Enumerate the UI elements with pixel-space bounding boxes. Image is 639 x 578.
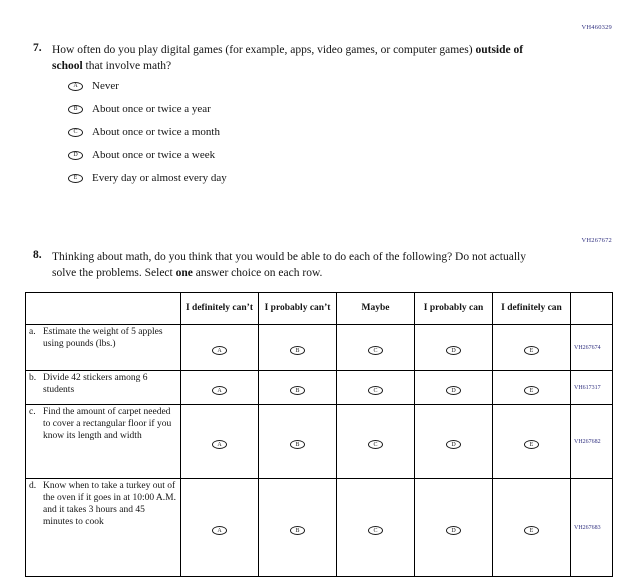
q7-option-year: [68, 103, 211, 115]
option-label: Every day or almost every day: [92, 172, 227, 184]
row-item-code: VH267683: [571, 479, 613, 577]
table-header-row: [26, 293, 613, 325]
answer-cell: [181, 371, 259, 405]
answer-cell: [493, 405, 571, 479]
answer-cell: [415, 371, 493, 405]
header-definitely-can: I definitely can: [493, 293, 571, 325]
row-letter: b.: [29, 373, 37, 383]
answer-bubble-icon[interactable]: E: [524, 526, 539, 535]
answer-cell: [415, 325, 493, 371]
q8-text-bold: one: [175, 267, 193, 280]
q7-option-month: [68, 126, 220, 138]
answer-bubble-icon[interactable]: D: [446, 346, 461, 355]
row-label: Find the amount of carpet needed to cover a rectangular floor if you know its length and width: [43, 407, 172, 441]
header-probably-can: I probably can: [415, 293, 493, 325]
row-letter: c.: [29, 407, 36, 417]
answer-bubble-icon[interactable]: E: [68, 174, 83, 183]
answer-bubble-icon[interactable]: C: [368, 386, 383, 395]
answer-cell: [181, 479, 259, 577]
row-label-cell: [26, 371, 181, 405]
answer-bubble-icon[interactable]: D: [446, 526, 461, 535]
answer-bubble-icon[interactable]: E: [524, 386, 539, 395]
answer-cell: [337, 479, 415, 577]
row-label-cell: [26, 479, 181, 577]
answer-bubble-icon[interactable]: A: [212, 346, 227, 355]
q7-text-part1: How often do you play digital games (for example, apps, video games, or computer games): [52, 44, 476, 56]
answer-bubble-icon[interactable]: B: [290, 526, 305, 535]
row-label: Divide 42 stickers among 6 students: [43, 373, 148, 395]
answer-bubble-icon[interactable]: A: [212, 526, 227, 535]
table-row-d: [26, 479, 613, 577]
answer-cell: [493, 325, 571, 371]
row-item-code: VH267682: [571, 405, 613, 479]
row-item-code: VH617317: [571, 371, 613, 405]
table-row-b: [26, 371, 613, 405]
row-item-code: VH267674: [571, 325, 613, 371]
q8-answer-table: [25, 292, 613, 577]
q8-text-part2: answer choice on each row.: [192, 267, 323, 280]
answer-bubble-icon[interactable]: C: [68, 128, 83, 137]
answer-bubble-icon[interactable]: D: [68, 151, 83, 160]
answer-cell: [415, 405, 493, 479]
answer-cell: [337, 405, 415, 479]
q7-text-bold: outside of school: [52, 44, 524, 73]
answer-bubble-icon[interactable]: B: [290, 386, 305, 395]
row-label: Know when to take a turkey out of the oven if it goes in at 10:00 A.M. and it takes 3 hours and 45 minutes to cook: [43, 481, 176, 527]
q7-option-week: [68, 149, 215, 161]
header-definitely-cant: I definitely can’t: [181, 293, 259, 325]
answer-bubble-icon[interactable]: B: [290, 440, 305, 449]
answer-cell: [415, 479, 493, 577]
table-row-a: [26, 325, 613, 371]
option-label: Never: [92, 80, 119, 92]
header-maybe: Maybe: [337, 293, 415, 325]
answer-bubble-icon[interactable]: E: [524, 440, 539, 449]
question-7-number: 7.: [33, 42, 42, 54]
question-8-text: [52, 249, 544, 281]
row-letter: a.: [29, 327, 36, 337]
answer-bubble-icon[interactable]: A: [212, 386, 227, 395]
answer-cell: [181, 405, 259, 479]
answer-cell: [259, 371, 337, 405]
answer-bubble-icon[interactable]: B: [68, 105, 83, 114]
answer-cell: [493, 371, 571, 405]
q7-text-part2: that involve math?: [82, 60, 172, 73]
answer-bubble-icon[interactable]: D: [446, 386, 461, 395]
header-code-empty: [571, 293, 613, 325]
option-label: About once or twice a week: [92, 149, 216, 161]
item-code-q7: VH460329: [581, 24, 612, 31]
answer-bubble-icon[interactable]: C: [368, 346, 383, 355]
answer-bubble-icon[interactable]: C: [368, 526, 383, 535]
table-row-c: [26, 405, 613, 479]
answer-cell: [181, 325, 259, 371]
row-letter: d.: [29, 481, 37, 491]
question-7-text: [52, 42, 534, 74]
q7-option-everyday: [68, 172, 227, 184]
row-label-cell: [26, 405, 181, 479]
header-empty: [26, 293, 181, 325]
row-label-cell: [26, 325, 181, 371]
answer-bubble-icon[interactable]: A: [212, 440, 227, 449]
q7-option-never: [68, 80, 119, 92]
question-8-number: 8.: [33, 249, 42, 261]
answer-bubble-icon[interactable]: E: [524, 346, 539, 355]
option-label: About once or twice a year: [92, 103, 211, 115]
answer-cell: [337, 325, 415, 371]
answer-bubble-icon[interactable]: B: [290, 346, 305, 355]
answer-bubble-icon[interactable]: A: [68, 82, 83, 91]
answer-cell: [259, 405, 337, 479]
answer-bubble-icon[interactable]: C: [368, 440, 383, 449]
answer-bubble-icon[interactable]: D: [446, 440, 461, 449]
header-probably-cant: I probably can’t: [259, 293, 337, 325]
answer-cell: [493, 479, 571, 577]
row-label: Estimate the weight of 5 apples using pounds (lbs.): [43, 327, 163, 349]
q8-text-part1: Thinking about math, do you think that you would be able to do each of the following? Do not actually solve the problems. Select: [52, 251, 526, 280]
answer-cell: [259, 479, 337, 577]
answer-cell: [337, 371, 415, 405]
option-label: About once or twice a month: [92, 126, 220, 138]
item-code-q8: VH267672: [581, 237, 612, 244]
answer-cell: [259, 325, 337, 371]
